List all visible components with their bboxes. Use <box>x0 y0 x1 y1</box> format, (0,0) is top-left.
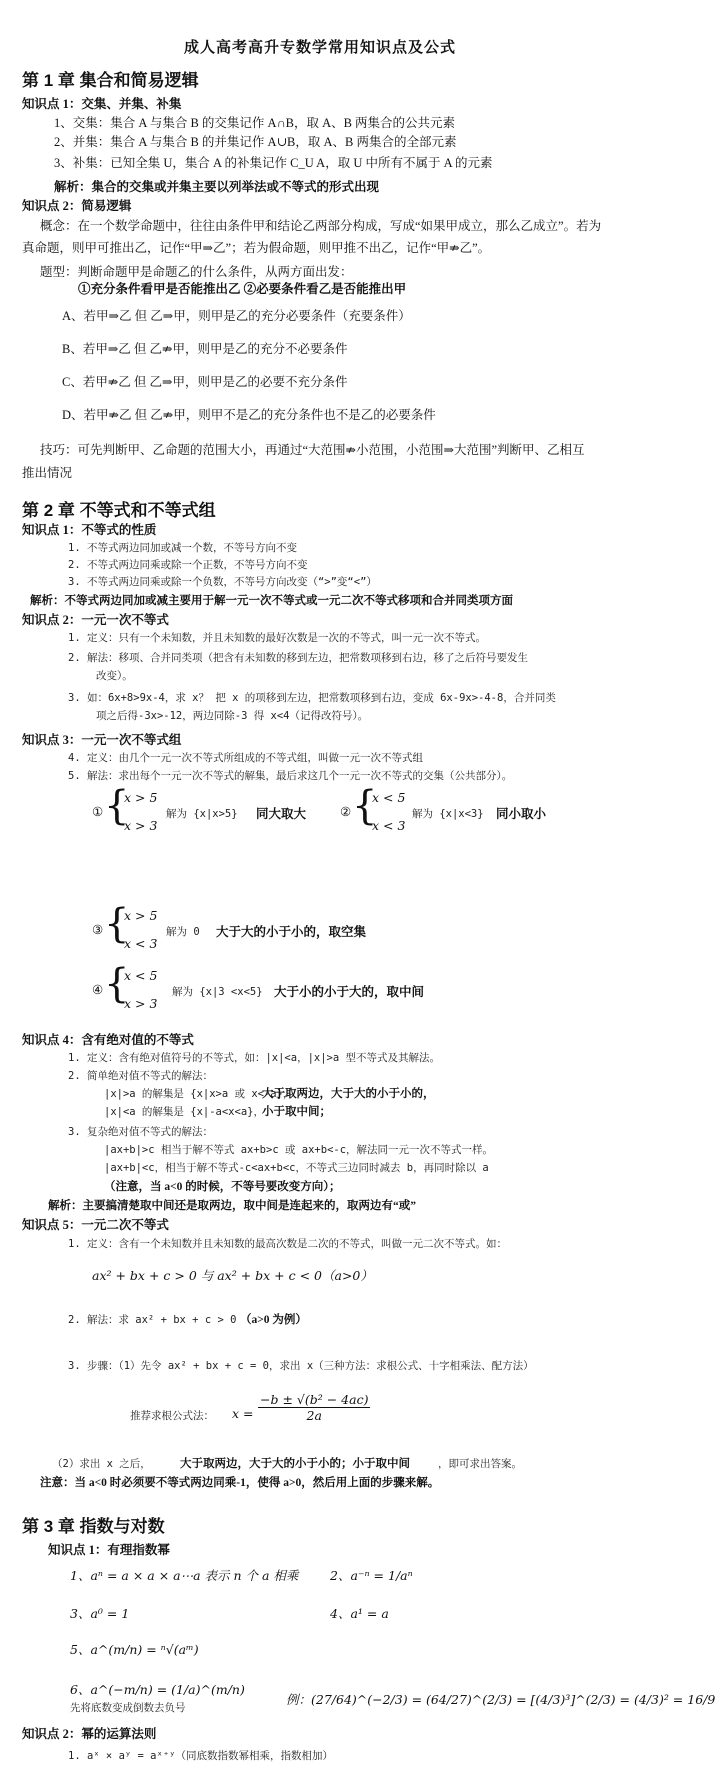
abs-simple-title: 2. 简单绝对值不等式的解法： <box>68 1070 213 1082</box>
system-2-solution: 解为 {x|x<3} <box>412 808 484 820</box>
system-4-rule: 大于小的小于大的，取中间 <box>274 985 425 999</box>
abs-complex-title: 3. 复杂绝对值不等式的解法： <box>68 1126 213 1138</box>
system-4-brace: { <box>104 961 130 1007</box>
root-formula-label: 推荐求根公式法： <box>130 1410 214 1422</box>
ch2-knowledge-point-4: 知识点 4：含有绝对值的不等式 <box>22 1033 194 1047</box>
quadratic-steps: 3. 步骤：（1）先令 ax² + bx + c = 0，求出 x（三种方法：求根公式、十字相乘法、配方法） <box>68 1360 534 1372</box>
skill-line-1: 技巧：可先判断甲、乙命题的范围大小，再通过“大范围⇏小范围，小范围⇒大范围”判断甲、乙相互 <box>40 443 585 457</box>
abs-complex-3: （注意，当 a<0 的时候，不等号要改变方向）； <box>104 1181 341 1193</box>
document-title: 成人高考高升专数学常用知识点及公式 <box>183 40 456 56</box>
quadratic-note: 注意：当 a<0 时必须要不等式两边同乘-1，使得 a>0，然后用上面的步骤来解。 <box>40 1477 440 1489</box>
chapter-2-title: 第 2 章 不等式和不等式组 <box>22 501 216 520</box>
power-rule-1: 1. aˣ × aʸ = aˣ⁺ʸ（同底数指数幂相乘，指数相加） <box>68 1750 333 1762</box>
system-2-label: ② <box>340 805 352 819</box>
linear-method-1: 2. 解法：移项、合并同类项（把含有未知数的移到左边，把常数项移到右边，移了之后符号要发生 <box>68 652 528 664</box>
step2-start: （2）求出 x 之后， <box>52 1458 151 1470</box>
root-numerator: −b ± √(b² − 4ac) <box>260 1392 369 1407</box>
property-1: 1. 不等式两边同加或减一个数，不等号方向不变 <box>68 542 297 554</box>
system-4-solution: 解为 {x|3 <x<5} <box>172 986 263 998</box>
intersection-line: 1、交集：集合 A 与集合 B 的交集记作 A∩B，取 A、B 两集合的公共元素 <box>54 116 456 130</box>
ch2-knowledge-point-5: 知识点 5：一元二次不等式 <box>22 1218 169 1232</box>
quadratic-forms: ax² + bx + c > 0 与 ax² + bx + c < 0（a>0） <box>92 1268 373 1283</box>
system-4-label: ④ <box>92 983 104 997</box>
concept-line-1: 概念：在一个数学命题中，往往由条件甲和结论乙两部分构成，写成“如果甲成立，那么乙成立”。若为 <box>40 219 602 233</box>
linear-example-2: 项之后得-3x>-12，两边同除-3 得 x<4（记得改符号）。 <box>96 710 369 722</box>
abs-simple-2-rule: 小于取中间； <box>262 1106 331 1118</box>
ch3-knowledge-point-2: 知识点 2：幂的运算法则 <box>22 1727 157 1741</box>
chapter-1-title: 第 1 章 集合和简易逻辑 <box>22 71 199 90</box>
root-denominator: 2a <box>306 1408 322 1423</box>
question-type-sub: ①充分条件看甲是否能推出乙 ②必要条件看乙是否能推出甲 <box>78 282 407 296</box>
abs-simple-2: |x|<a 的解集是 {x|-a<x<a}， <box>104 1106 264 1118</box>
system-2-rule: 同小取小 <box>496 807 547 821</box>
complement-line: 3、补集：已知全集 U，集合 A 的补集记作 C_U A，取 U 中所有不属于 A 的元素 <box>54 156 493 170</box>
exponent-rule-5: 5、a^(m/n) = ⁿ√(aᵐ) <box>70 1642 199 1657</box>
system-2-brace: { <box>352 783 378 829</box>
property-3: 3. 不等式两边同乘或除一个负数，不等号方向改变（“>”变“<”） <box>68 576 377 588</box>
union-line: 2、并集：集合 A 与集合 B 的并集记作 A∪B，取 A、B 两集合的全部元素 <box>54 135 457 149</box>
case-a: A、若甲⇒乙 但 乙⇒甲，则甲是乙的充分必要条件（充要条件） <box>62 309 411 323</box>
question-type-line: 题型：判断命题甲是命题乙的什么条件，从两方面出发： <box>40 265 353 279</box>
system-3-label: ③ <box>92 923 104 937</box>
skill-line-2: 推出情况 <box>22 466 73 480</box>
ch2-knowledge-point-2: 知识点 2：一元一次不等式 <box>22 613 169 627</box>
abs-simple-1-rule: 大于取两边，大于大的小于小的， <box>262 1088 435 1100</box>
linear-method-2: 改变）。 <box>96 670 133 682</box>
abs-simple-1: |x|>a 的解集是 {x|x>a 或 x<-a}， <box>104 1088 294 1100</box>
step2-rule: 大于取两边，大于大的小于小的；小于取中间 <box>180 1458 410 1470</box>
exponent-rule-3: 3、a⁰ = 1 <box>70 1606 130 1621</box>
system-3-brace: { <box>104 901 130 947</box>
exponent-rule-4: 4、a¹ = a <box>330 1606 389 1621</box>
system-definition: 4. 定义：由几个一元一次不等式所组成的不等式组，叫做一元一次不等式组 <box>68 752 423 764</box>
chapter-3-title: 第 3 章 指数与对数 <box>22 1517 165 1536</box>
system-1-top: x > 5 <box>124 790 158 805</box>
linear-example-1: 3. 如：6x+8>9x-4，求 x？ 把 x 的项移到左边，把常数项移到右边，变成 6x-9x>-4-8，合并同类 <box>68 692 556 704</box>
ch2-knowledge-point-1: 知识点 1：不等式的性质 <box>22 523 157 537</box>
abs-complex-1: |ax+b|>c 相当于解不等式 ax+b>c 或 ax+b<-c，解法同一元一次不等式一样。 <box>104 1144 494 1156</box>
system-method: 5. 解法：求出每个一元一次不等式的解集，最后求这几个一元一次不等式的交集（公共部分）。 <box>68 770 513 782</box>
system-4-top: x < 5 <box>124 968 158 983</box>
system-3-solution: 解为 0 <box>166 926 200 938</box>
exponent-rule-6-note: 先将底数变成倒数去负号 <box>70 1702 186 1714</box>
system-3-top: x > 5 <box>124 908 158 923</box>
quadratic-definition: 1. 定义：含有一个未知数并且未知数的最高次数是二次的不等式，叫做一元二次不等式。如： <box>68 1238 507 1250</box>
system-1-brace: { <box>104 783 130 829</box>
case-c: C、若甲⇏乙 但 乙⇒甲，则甲是乙的必要不充分条件 <box>62 375 348 389</box>
case-b: B、若甲⇒乙 但 乙⇏甲，则甲是乙的充分不必要条件 <box>62 342 348 356</box>
root-formula <box>258 1392 370 1423</box>
root-formula-lhs: x = <box>232 1406 254 1421</box>
exponent-rule-1: 1、aⁿ = a × a × a⋯a 表示 n 个 a 相乘 <box>70 1568 299 1583</box>
system-4-bottom: x > 3 <box>124 996 158 1011</box>
ch1-analysis: 解析：集合的交集或并集主要以列举法或不等式的形式出现 <box>54 180 380 194</box>
exponent-rule-6: 6、a^(−m/n) = (1/a)^(m/n) <box>70 1682 245 1697</box>
system-1-bottom: x > 3 <box>124 818 158 833</box>
ch1-knowledge-point-1: 知识点 1：交集、并集、补集 <box>22 97 182 111</box>
system-2-top: x < 5 <box>372 790 406 805</box>
system-2-bottom: x < 3 <box>372 818 406 833</box>
property-2: 2. 不等式两边同乘或除一个正数，不等号方向不变 <box>68 559 308 571</box>
ch1-knowledge-point-2: 知识点 2：简易逻辑 <box>22 199 132 213</box>
abs-definition: 1. 定义：含有绝对值符号的不等式，如：|x|<a，|x|>a 型不等式及其解法。 <box>68 1052 441 1064</box>
system-3-rule: 大于大的小于小的，取空集 <box>216 925 367 939</box>
case-d: D、若甲⇏乙 但 乙⇏甲，则甲不是乙的充分条件也不是乙的必要条件 <box>62 408 436 422</box>
ch2-analysis-4: 解析：主要搞清楚取中间还是取两边，取中间是连起来的，取两边有“或” <box>48 1200 416 1212</box>
concept-line-2: 真命题，则甲可推出乙，记作“甲⇒乙”；若为假命题，则甲推不出乙，记作“甲⇏乙”。 <box>22 241 491 255</box>
ch2-analysis: 解析：不等式两边同加或减主要用于解一元一次不等式或一元二次不等式移项和合并同类项方面 <box>30 595 513 607</box>
ch2-knowledge-point-3: 知识点 3：一元一次不等式组 <box>22 733 182 747</box>
abs-complex-2: |ax+b|<c，相当于解不等式-c<ax+b<c，不等式三边同时减去 b，再同时除以 a <box>104 1162 489 1174</box>
quadratic-method-note: （a>0 为例） <box>240 1314 307 1326</box>
system-1-solution: 解为 {x|x>5} <box>166 808 238 820</box>
exponent-rule-2: 2、a⁻ⁿ = 1/aⁿ <box>330 1568 413 1583</box>
system-3-bottom: x < 3 <box>124 936 158 951</box>
linear-definition: 1. 定义：只有一个未知数，并且未知数的最好次数是一次的不等式，叫一元一次不等式。 <box>68 632 486 644</box>
exponent-example: 例：(27/64)^(−2/3) = (64/27)^(2/3) = [(4/3)³]^(2/3) = (4/3)² = 16/9 <box>286 1692 715 1707</box>
step2-end: ，即可求出答案。 <box>438 1458 522 1470</box>
quadratic-method: 2. 解法：求 ax² + bx + c > 0 <box>68 1314 237 1326</box>
ch3-knowledge-point-1: 知识点 1：有理指数幂 <box>48 1543 170 1557</box>
system-1-rule: 同大取大 <box>256 807 307 821</box>
system-1-label: ① <box>92 805 104 819</box>
